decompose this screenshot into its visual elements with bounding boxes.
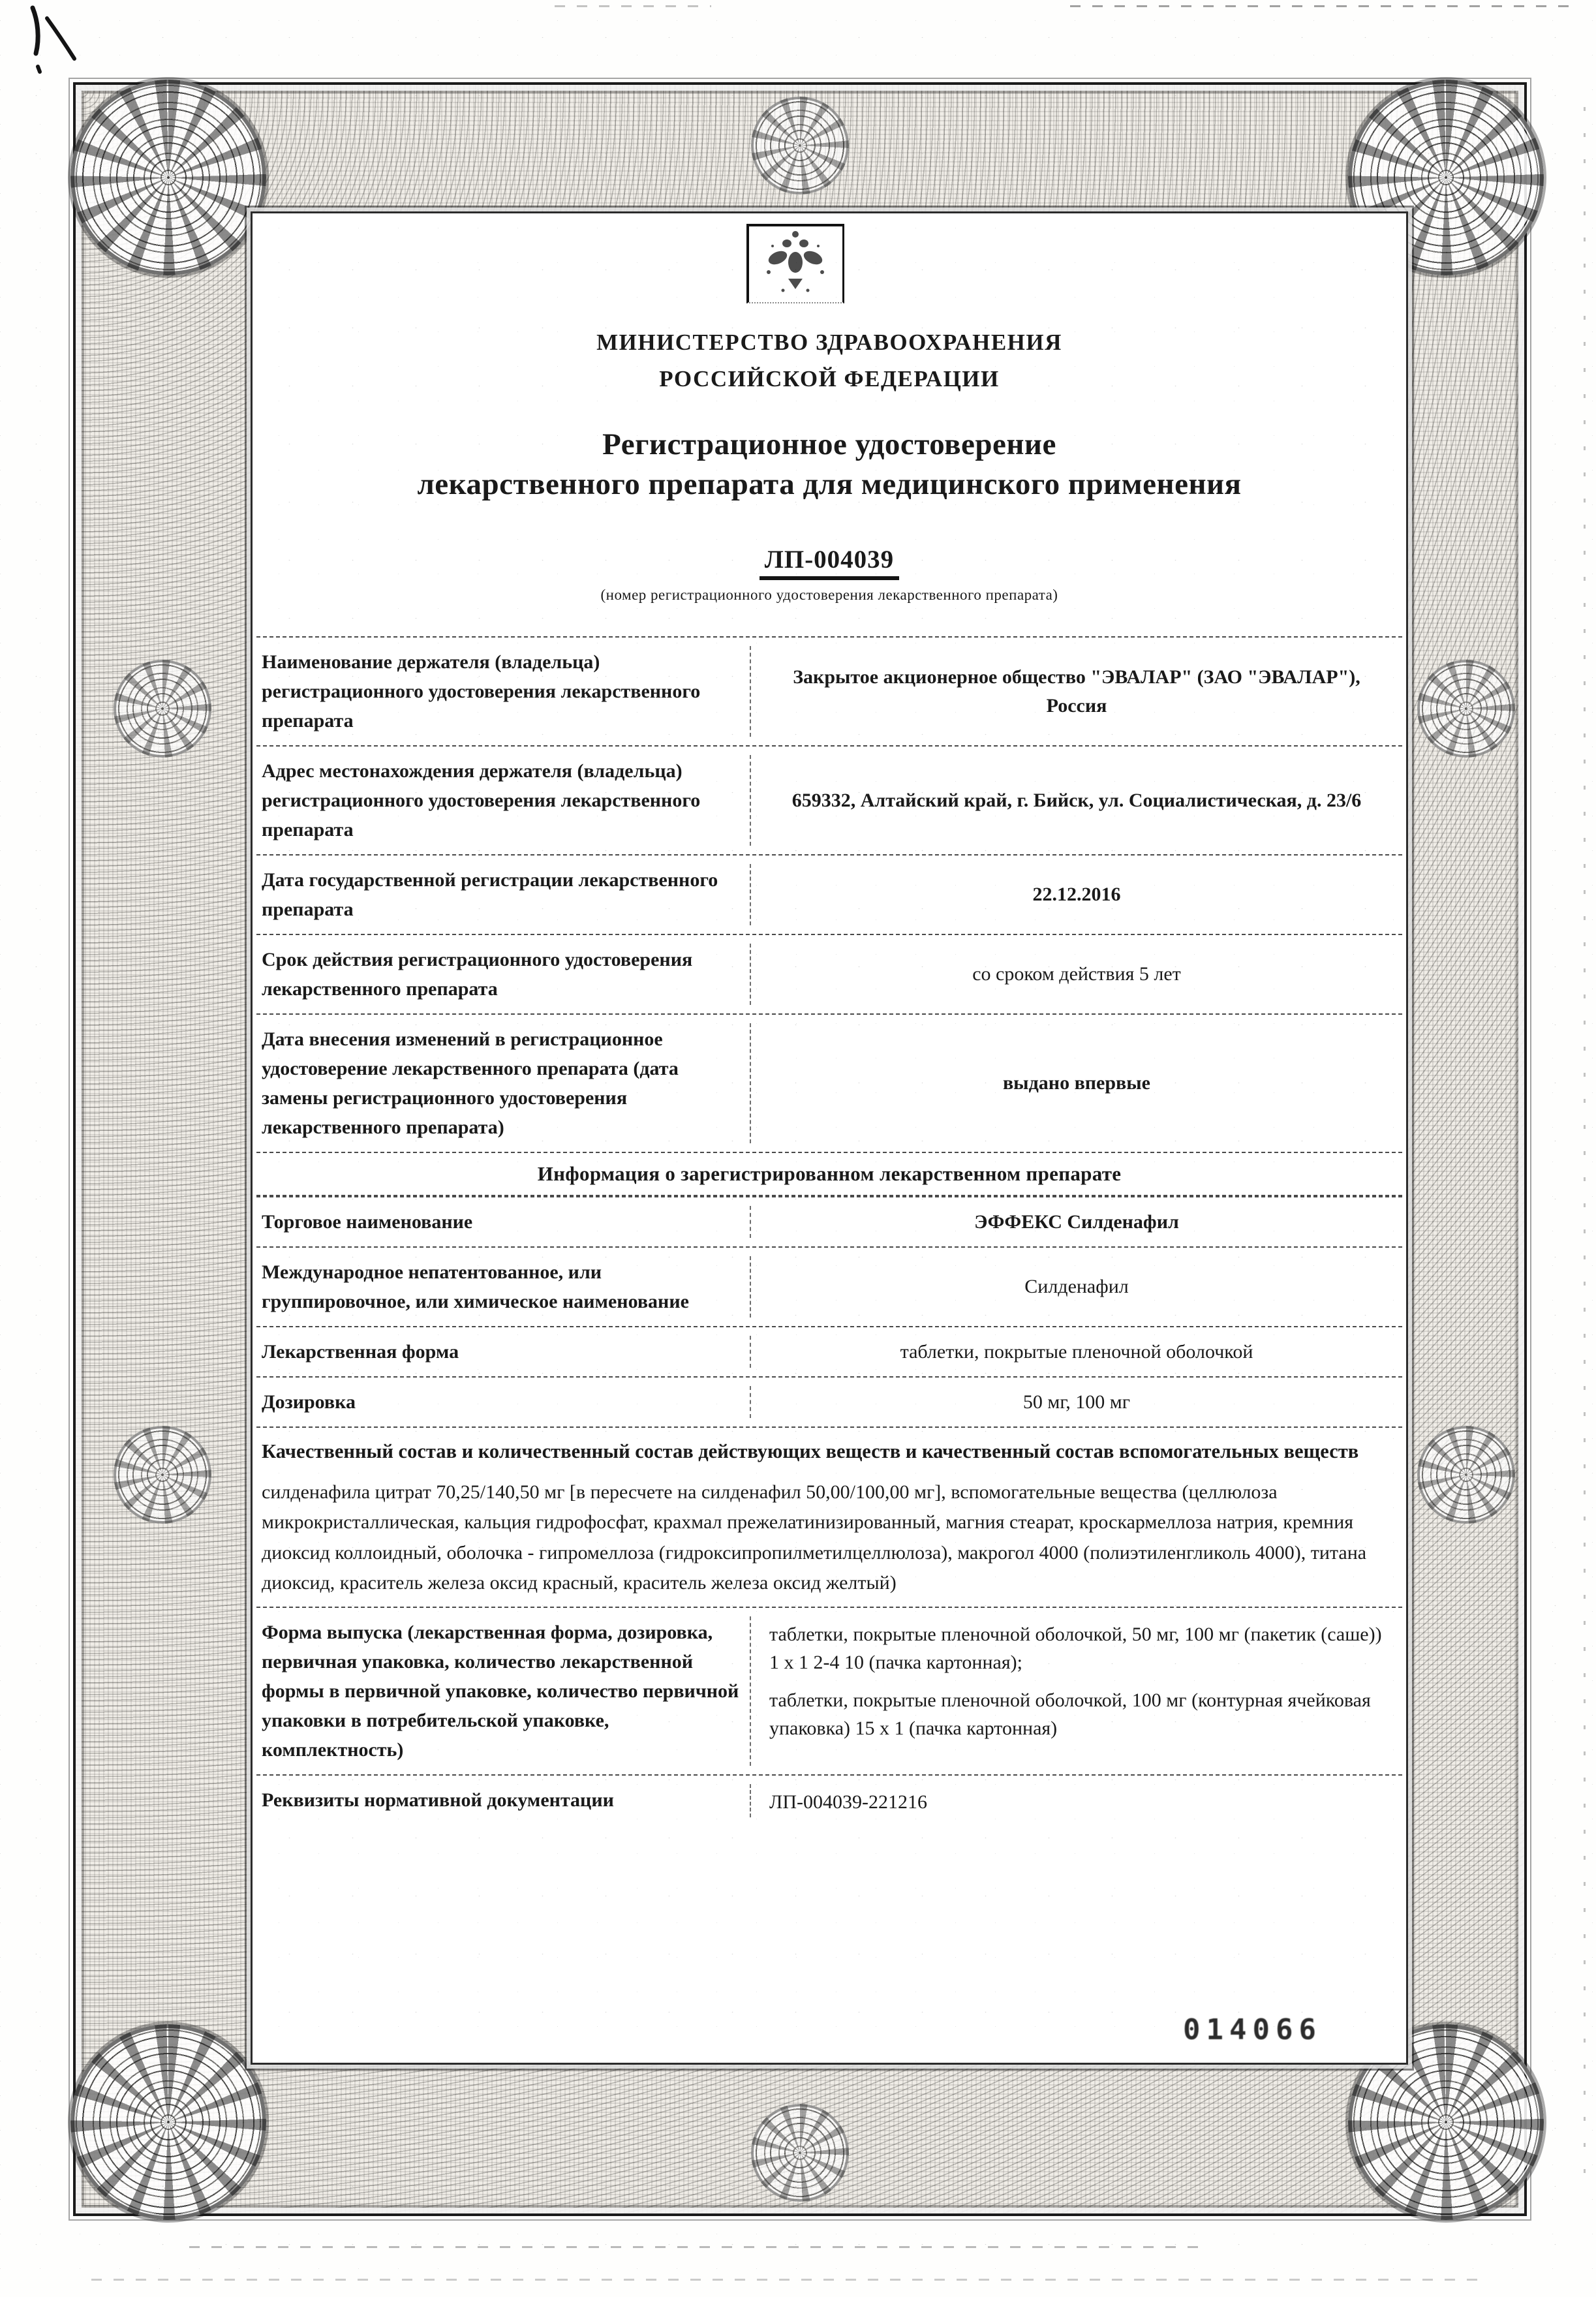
ornate-border (73, 82, 1527, 2216)
certificate-body (251, 211, 1408, 2065)
certificate-title (256, 425, 1402, 504)
field-value: Закрытое акционерное общество "ЭВАЛАР" (ЗАО "ЭВАЛАР"), Россия (750, 646, 1402, 737)
release-form-value-2: таблетки, покрытые пленочной оболочкой, 100 мг (контурная ячейковая упаковка) 15 х 1 (пачка картонная) (769, 1689, 1371, 1740)
composition-label: Качественный состав и количественный состав действующих веществ и качественный состав вспомогательных веществ (262, 1440, 1359, 1463)
certificate-title-line-1: Регистрационное удостоверение (602, 427, 1056, 461)
info-section-heading: Информация о зарегистрированном лекарственном препарате (256, 1152, 1402, 1196)
field-label: Реквизиты нормативной документации (262, 1789, 614, 1811)
field-label: Международное непатентованное, или группировочное, или химическое наименование (262, 1261, 689, 1313)
release-form-value-1: таблетки, покрытые пленочной оболочкой, 50 мг, 100 мг (пакетик (саше)) 1 х 1 2-4 10 (пачка картонная); (769, 1623, 1382, 1674)
field-value: со сроком действия 5 лет (750, 944, 1402, 1005)
row-amendment-date (256, 1013, 1402, 1152)
border-medallion-right-upper (1417, 660, 1515, 758)
row-dosage (256, 1376, 1402, 1426)
composition-section (256, 1426, 1402, 1607)
corner-rosette-top-left (70, 80, 266, 275)
row-validity-period (256, 934, 1402, 1013)
border-medallion-top-center (751, 97, 849, 194)
certificate-number-caption: (номер регистрационного удостоверения лекарственного препарата) (600, 587, 1058, 604)
field-label: Дозировка (262, 1391, 356, 1413)
scan-noise-bottom-1 (189, 2246, 1207, 2248)
certificate-title-line-2: лекарственного препарата для медицинского применения (417, 467, 1242, 502)
corner-rosette-bottom-left (70, 2024, 266, 2220)
field-label: Форма выпуска (лекарственная форма, дозировка, первичная упаковка, количество лекарственной формы в первичной упаковке, количество первичной упаковки в потребительской упаковке, комплектность) (262, 1621, 739, 1761)
row-inn-name (256, 1246, 1402, 1326)
row-release-form (256, 1607, 1402, 1774)
row-normative-docs (256, 1774, 1402, 1827)
ministry-line-2: РОССИЙСКОЙ ФЕДЕРАЦИИ (659, 366, 1000, 392)
row-holder-name (256, 636, 1402, 745)
composition-text: силденафила цитрат 70,25/140,50 мг [в пересчете на силденафил 50,00/100,00 мг], вспомогательные вещества (целлюлоза микрокристаллическая, кальция гидрофосфат, крахмал прежелатинизированный, магния стеарат, кроскармеллоза натрия, кремния диоксид коллоидный, оболочка - гипромеллоза (гидроксипропилметилцеллюлоза), макрогол 4000 (полиэтиленгликоль 4000), титана диоксид, краситель железа оксид красный, краситель железа оксид желтый) (262, 1481, 1367, 1594)
border-medallion-right-lower (1417, 1426, 1515, 1524)
border-medallion-left-lower (114, 1426, 211, 1524)
field-label: Торговое наименование (262, 1211, 473, 1233)
emblem-coat-of-arms (746, 224, 844, 303)
field-value: ЛП-004039-221216 (750, 1784, 1402, 1818)
serial-number: 014066 (1183, 2013, 1322, 2046)
field-value: Силденафил (750, 1256, 1402, 1318)
field-label: Дата внесения изменений в регистрационное удостоверение лекарственного препарата (дата замены регистрационного удостоверения лекарственного препарата) (262, 1028, 679, 1139)
border-medallion-bottom-center (751, 2104, 849, 2202)
scan-noise-right-edge (1584, 98, 1586, 2173)
field-value: ЭФФЕКС Силденафил (750, 1206, 1402, 1238)
scan-noise-top-right (1070, 5, 1573, 7)
ministry-line-1: МИНИСТЕРСТВО ЗДРАВООХРАНЕНИЯ (596, 330, 1062, 355)
scan-noise-top-center (555, 5, 711, 7)
field-label: Наименование держателя (владельца) регистрационного удостоверения лекарственного препарата (262, 651, 701, 732)
fields-table (256, 636, 1402, 1826)
scan-noise-bottom-2 (91, 2279, 1488, 2281)
ministry-name (256, 324, 1402, 397)
field-value (750, 1616, 1402, 1766)
field-value: 22.12.2016 (750, 864, 1402, 925)
field-label: Адрес местонахождения держателя (владельца) регистрационного удостоверения лекарственного препарата (262, 760, 701, 841)
field-label: Дата государственной регистрации лекарственного препарата (262, 869, 718, 921)
field-value: таблетки, покрытые пленочной оболочкой (750, 1336, 1402, 1368)
row-dosage-form (256, 1326, 1402, 1376)
row-registration-date (256, 854, 1402, 934)
row-trade-name (256, 1196, 1402, 1246)
row-holder-address (256, 745, 1402, 854)
pen-mark (18, 4, 90, 76)
field-value: 659332, Алтайский край, г. Бийск, ул. Социалистическая, д. 23/6 (750, 755, 1402, 846)
border-medallion-left-upper (114, 660, 211, 758)
field-label: Лекарственная форма (262, 1341, 459, 1363)
field-value: выдано впервые (750, 1023, 1402, 1143)
field-label: Срок действия регистрационного удостоверения лекарственного препарата (262, 949, 693, 1000)
certificate-number: ЛП-004039 (760, 545, 899, 580)
field-value: 50 мг, 100 мг (750, 1386, 1402, 1418)
